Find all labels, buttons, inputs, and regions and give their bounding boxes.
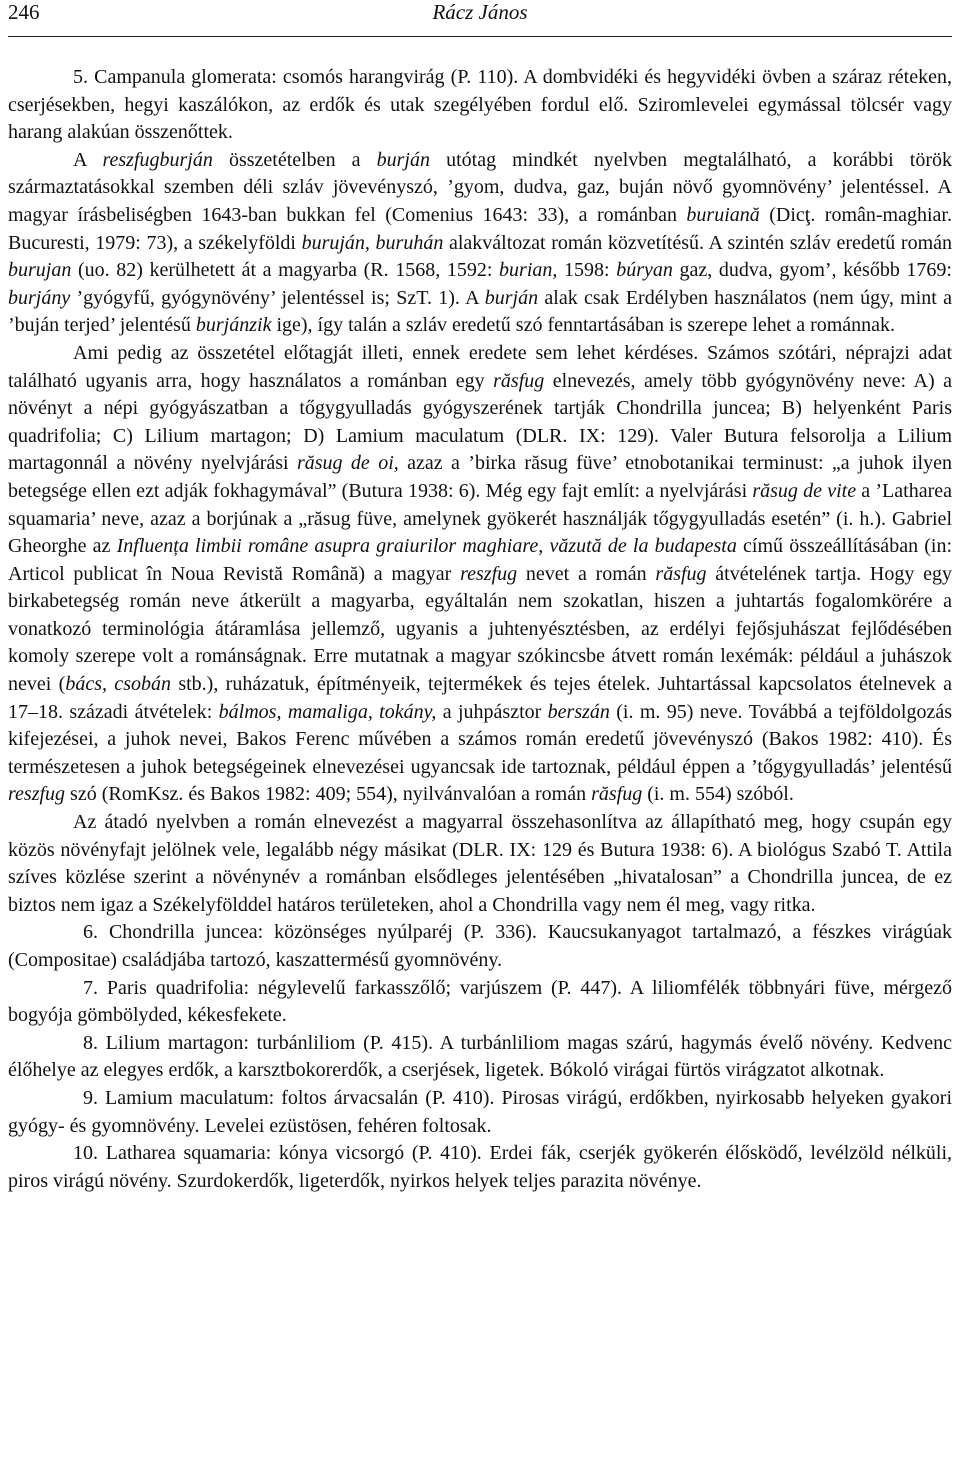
text-run: (Dicţ. român-maghiar. Bucuresti, 1979: 73), a székelyföldi bbox=[8, 203, 952, 254]
paragraph-ami-pedig bbox=[8, 340, 952, 809]
italic-term: burian, bbox=[499, 259, 558, 282]
italic-term: reszfugburján bbox=[102, 148, 213, 171]
running-head: Rácz János bbox=[432, 0, 528, 24]
italic-term: berszán bbox=[547, 700, 610, 723]
text-run: 7. Paris quadrifolia: négylevelű farkasszőlő; varjúszem (P. 447). A liliomfélék többnyári füve, mérgező bogyója gömbölyded, kékesfekete. bbox=[8, 976, 952, 1027]
text-run: 8. Lilium martagon: turbánliliom (P. 415). A turbánliliom magas szárú, hagymás évelő növény. Kedvenc élőhelye az elegyes erdők, a karsztbokorerdők, a cserjések, ligetek. Bókoló virágai fürtös virágzatot alkotnak. bbox=[8, 1031, 952, 1082]
italic-term: burjánzik bbox=[195, 314, 272, 337]
italic-term: reszfug bbox=[460, 562, 518, 585]
italic-term: bálmos, mamaliga, tokány, bbox=[218, 700, 437, 723]
text-run: elnevezés, amely több gyógynövény neve: A) a növényt a népi gyógyászatban a tőgygyulladás gyógyszerének tartják Chondrilla juncea; B) helyenként Paris quadrifolia; C) Lilium martagon; D) Lamium maculatum (DLR. IX: 129). Valer Butura felsorolja a Lilium martagonnál a növény nyelvjárási bbox=[8, 369, 953, 475]
text-run: Az átadó nyelvben a román elnevezést a magyarral összehasonlítva az állapítható meg, hogy csupán egy közös növényfajt jelölnek vele, legalább négy másikat (DLR. IX: 129 és Butura 1938: 6). A biológus Szabó T. Attila szíves közlése szerint a növénynév a románban elsődleges jelentésében „hivatalosan” a Chondrilla juncea, de ez biztos nem igaz a Székelyfölddel határos területeken, ahol a Chondrilla vagy nem él meg, vagy ritka. bbox=[8, 811, 952, 916]
italic-term: Influența limbii române asupra graiurilor maghiare, văzută de la budapesta bbox=[116, 535, 737, 558]
text-run: 9. Lamium maculatum: foltos árvacsalán (P. 410). Pirosas virágú, erdőkben, nyirkosabb helyeken gyakori gyógy- és gyomnövény. Levelei ezüstösen, fehéren foltosak. bbox=[8, 1086, 952, 1137]
page-body bbox=[8, 64, 952, 1195]
paragraph-item-8 bbox=[8, 1030, 952, 1085]
text-run: gaz, dudva, gyom’, később 1769: bbox=[672, 259, 952, 282]
paragraph-item-9 bbox=[8, 1085, 952, 1140]
paragraph-item-7 bbox=[8, 975, 952, 1030]
text-run: 10. Latharea squamaria: kónya vicsorgó (P. 410). Erdei fák, cserjék gyökerén élősködő, levélzöld nélküli, piros virágú növény. Szurdokerdők, ligeterdők, nyirkos helyek teljes parazita növénye. bbox=[8, 1142, 952, 1192]
italic-term: răsug de oi, bbox=[296, 452, 399, 475]
text-run: (i. m. 554) szóból. bbox=[642, 783, 794, 806]
text-run: a juhpásztor bbox=[436, 700, 548, 723]
text-run: stb.), ruházatuk, építményeik, tejtermékek és tejes ételek. Juhtartással kapcsolatos ételnevek a 17–18. századi átvételek: bbox=[8, 673, 952, 723]
italic-term: buruján, buruhán bbox=[301, 231, 444, 254]
text-run: 1598: bbox=[557, 259, 617, 282]
text-run: ige), így talán a szláv eredetű szó fenntartásában is szerepe lehet a románnak. bbox=[271, 314, 896, 337]
text-run: alakváltozat román közvetítésű. A szintén szláv eredetű román bbox=[443, 231, 953, 254]
italic-term: búryan bbox=[616, 259, 673, 282]
text-run: című összeállításában (in: Articol publicat în Noua Revistă Română) a magyar bbox=[8, 535, 953, 585]
italic-term: burujan bbox=[8, 259, 72, 282]
text-run: Ami pedig az összetétel előtagját illeti, ennek eredete sem lehet kérdéses. Számos szótári, néprajzi adat található ugyanis arra, hogy használatos a románban egy bbox=[8, 341, 952, 392]
italic-term: burjány bbox=[8, 286, 71, 309]
text-run: 5. Campanula glomerata: csomós harangvirág (P. 110). A dombvidéki és hegyvidéki övben a száraz réteken, cserjésekben, hegyi kaszálókon, az erdők és utak szegélyében fordul elő. Sziromlevelei egymással tölcsér vagy harang alakúan összenőttek. bbox=[8, 66, 952, 144]
page-number: 246 bbox=[8, 0, 40, 24]
text-run: nevet a román bbox=[517, 562, 656, 585]
italic-term: burján bbox=[376, 148, 430, 171]
italic-term: răsfug bbox=[655, 562, 707, 585]
text-run: ’gyógyfű, gyógynövény’ jelentéssel is; SzT. 1). A bbox=[70, 286, 485, 309]
paragraph-item-5 bbox=[8, 64, 952, 147]
text-run: (i. m. 95) neve. Továbbá a tejföldolgozás kifejezései, a juhok nevei, Bakos Ferenc művében a számos román eredetű jövevényszó (Bakos 1982: 410). És természetesen a juhok betegségeinek elnevezései ugyancsak ide tartoznak, például éppen a ’tőgygyulladás’ jelentésű bbox=[8, 700, 953, 778]
italic-term: răsfug bbox=[591, 783, 643, 806]
italic-term: bács, csobán bbox=[65, 673, 171, 696]
paragraph-item-10 bbox=[8, 1140, 952, 1195]
paragraph-reszfugburjan bbox=[8, 147, 952, 340]
text-run: a ’Latharea squamaria’ neve, azaz a borjúnak a „răsug füve, amelynek gyökerét használják tőgygyulladás esetén” (i. h.). Gabriel Gheorghe az bbox=[8, 479, 952, 558]
text-run: szó (RomKsz. és Bakos 1982: 409; 554), nyilvánvalóan a román bbox=[65, 783, 592, 806]
paragraph-item-6 bbox=[8, 919, 952, 974]
text-run: alak csak Erdélyben használatos (nem úgy, mint a ’buján terjed’ jelentésű bbox=[8, 286, 952, 337]
italic-term: burján bbox=[484, 286, 539, 309]
paragraph-atado-nyelv bbox=[8, 809, 952, 919]
text-run: összetételben a bbox=[212, 148, 377, 171]
italic-term: buruiană bbox=[686, 203, 760, 226]
italic-term: răsug de vite bbox=[752, 479, 857, 502]
page-header bbox=[8, 0, 952, 37]
text-run: utótag mindkét nyelvben megtalálható, a korábbi török származtatásokkal szemben déli szláv jövevényszó, ’gyom, dudva, gaz, buján növő gyomnövény’ jelentéssel. A magyar írásbeliségben 1643-ban bukkan fel (Comenius 1643: 33), a románban bbox=[8, 148, 953, 226]
text-run: 6. Chondrilla juncea: közönséges nyúlparéj (P. 336). Kaucsukanyagot tartalmazó, a fészkes virágúak (Compositae) családjába tartozó, kaszattermésű gyomnövény. bbox=[8, 921, 952, 971]
italic-term: răsfug bbox=[493, 369, 545, 392]
text-run: átvételének tartja. Hogy egy birkabetegség román neve átkerült a magyarba, egyáltalán nem szokatlan, hiszen a juhtartás fogalomkörére a vonatkozó terminológia átáramlása jellemző, ugyanis a juhtenyésztésben, az erdélyi fejősjuhászat fejlődésében komoly szerepe volt a románságnak. Erre mutatnak a magyar szókincsbe átvett román lexémák: például a juhászok nevei ( bbox=[8, 562, 952, 696]
text-run: azaz a ’birka răsug füve’ etnobotanikai terminust: „a juhok ilyen betegsége ellen ezt adják fokhagymával” (Butura 1938: 6). Még egy fajt említ: a nyelvjárási bbox=[8, 452, 952, 502]
text-run: A bbox=[73, 148, 103, 171]
text-run: (uo. 82) kerülhetett át a magyarba (R. 1568, 1592: bbox=[71, 259, 500, 282]
italic-term: reszfug bbox=[8, 783, 66, 806]
